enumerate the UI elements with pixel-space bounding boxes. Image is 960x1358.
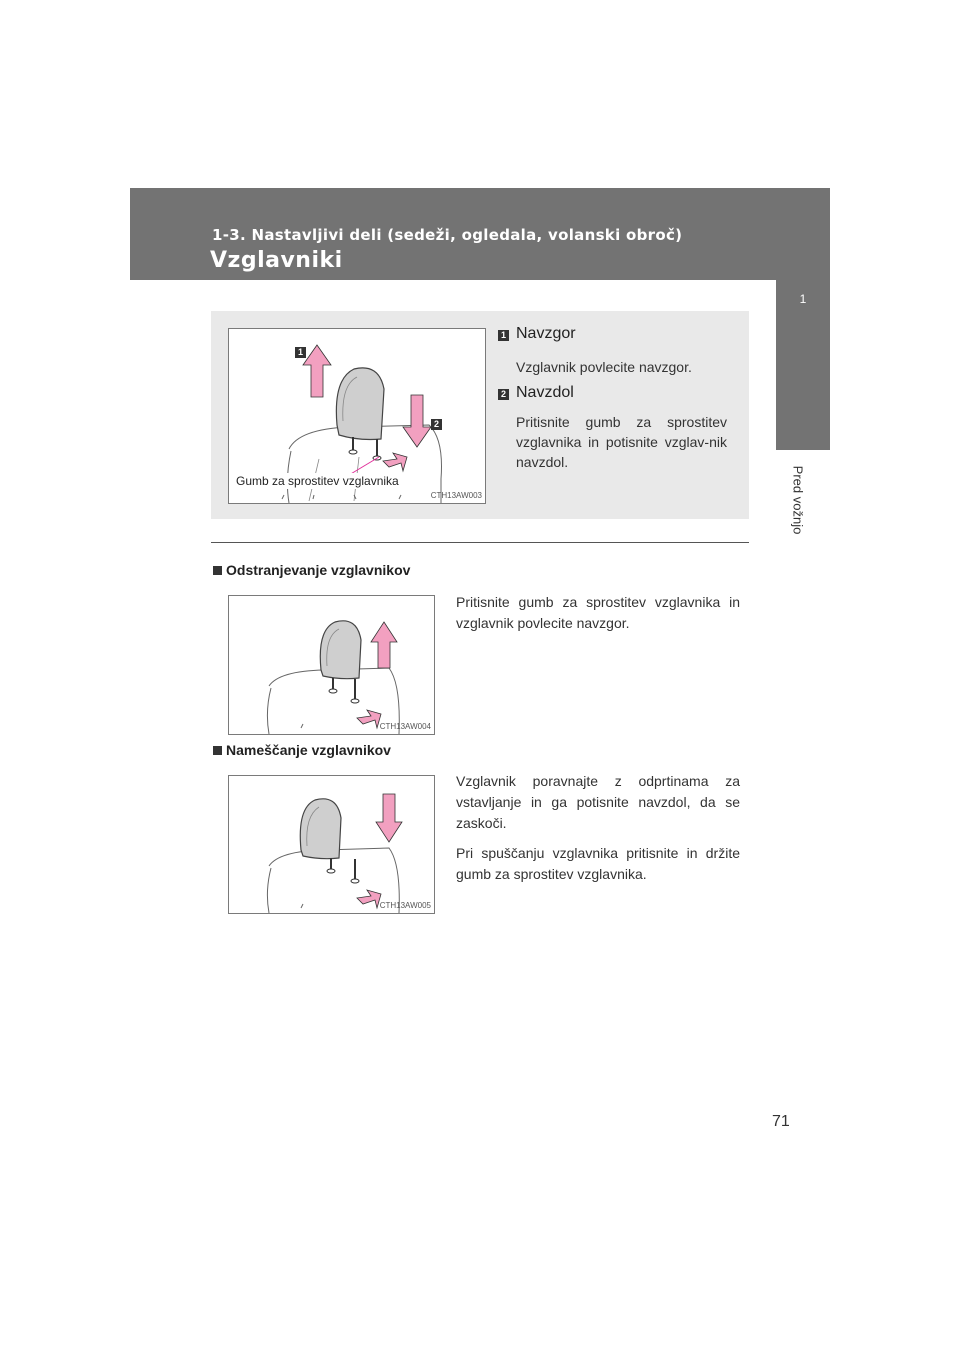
page-number: 71: [772, 1113, 790, 1130]
headrest-removal-illustration: [228, 595, 435, 735]
install-heading: Nameščanje vzglavnikov: [213, 742, 391, 758]
bullet-square-icon: [213, 566, 222, 575]
step-badge-2: 2: [498, 389, 509, 400]
page-title: Vzglavniki: [210, 248, 343, 273]
figure-code: CTH13AW004: [379, 722, 431, 731]
figure-code: CTH13AW005: [379, 901, 431, 910]
figure-code: CTH13AW003: [430, 491, 482, 500]
step-badge-1: 1: [498, 330, 509, 341]
step-desc-up: Vzglavnik povlecite navzgor.: [516, 359, 692, 375]
headrest-install-illustration: [228, 775, 435, 914]
bullet-square-icon: [213, 746, 222, 755]
removal-text: Pritisnite gumb za sprostitev vzglavnika in vzglavnik povlecite navzgor.: [456, 594, 740, 631]
chapter-label: Pred vožnjo: [790, 465, 806, 535]
chapter-label-container: [778, 460, 818, 550]
chapter-tab: [776, 280, 830, 450]
removal-heading: Odstranjevanje vzglavnikov: [213, 562, 410, 578]
step-desc-down: Pritisnite gumb za sprostitev vzglavnika in potisnite vzglav-nik navzdol.: [516, 414, 727, 470]
section-divider: [211, 542, 749, 543]
figure-badge-up: 1: [295, 347, 306, 358]
release-button-callout: Gumb za sprostitev vzglavnika: [236, 474, 399, 488]
step-title-up: Navzgor: [516, 325, 576, 342]
chapter-number: 1: [799, 292, 807, 306]
figure-badge-down: 2: [431, 419, 442, 430]
install-text: Vzglavnik poravnajte z odprtinama za vstavljanje in ga potisnite navzdol, da se zaskoči. Pri spuščanju vzglavnika pritisnite in držite gumb za sprostitev vzglavnika.: [456, 773, 740, 882]
headrest-adjust-illustration: [228, 328, 486, 504]
step-title-down: Navzdol: [516, 384, 574, 401]
chapter-header: [130, 188, 830, 280]
section-title: 1-3. Nastavljivi deli (sedeži, ogledala, volanski obroč): [212, 226, 683, 244]
adjustment-panel: [211, 311, 749, 519]
